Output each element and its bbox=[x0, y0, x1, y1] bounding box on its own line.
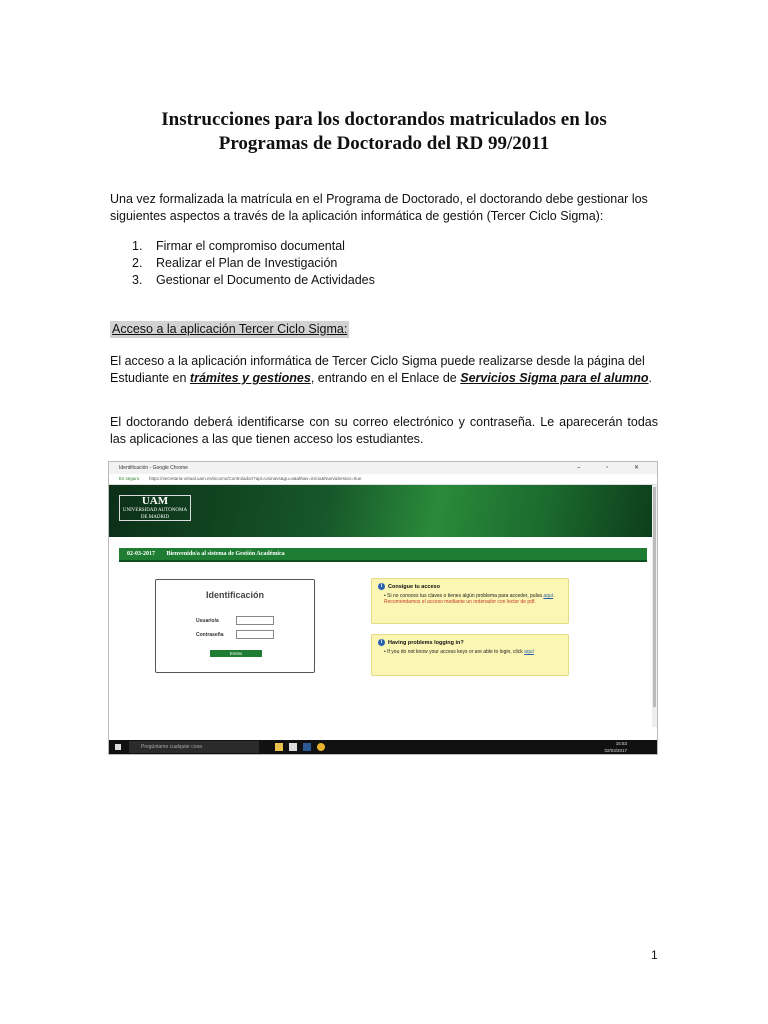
windows-taskbar bbox=[109, 740, 657, 754]
note1-text: • Si no conoces tus claves o tienes algún problema para acceder, pulsa aquí. Recomendamos el acceso mediante un ordenador con lector de pdf. bbox=[384, 593, 555, 605]
windows-start-icon[interactable] bbox=[115, 744, 121, 750]
window-controls[interactable]: – ▫ ✕ bbox=[577, 465, 651, 471]
list-item bbox=[132, 272, 375, 289]
info-icon: i bbox=[378, 583, 385, 590]
intro-paragraph: Una vez formalizada la matrícula en el Programa de Doctorado, el doctorando debe gestionar los siguientes aspectos a través de la aplicación informática de gestión (Tercer Ciclo Sigma): bbox=[110, 192, 648, 223]
window-title: Identificación - Google Chrome bbox=[119, 465, 188, 471]
uam-banner bbox=[109, 485, 653, 537]
secure-label: Es seguro bbox=[119, 476, 140, 481]
uam-logo: UAM UNIVERSIDAD AUTONOMA DE MADRID bbox=[119, 495, 191, 521]
identify-paragraph: El doctorando deberá identificarse con su correo electrónico y contraseña. Le aparecerán todas las aplicaciones a las que tienen acceso los estudiantes. bbox=[110, 415, 658, 446]
access-text-2: , entrando en el Enlace de bbox=[310, 371, 461, 385]
user-input[interactable] bbox=[236, 616, 274, 625]
title-line-1: Instrucciones para los doctorandos matriculados en los bbox=[161, 109, 607, 130]
access-text-1: El acceso a la aplicación informática de Tercer Ciclo Sigma puede realizarse desde la página del Estudiante en bbox=[110, 354, 645, 385]
scrollbar[interactable] bbox=[652, 485, 657, 727]
file-explorer-icon[interactable] bbox=[275, 743, 283, 751]
access-note bbox=[371, 578, 569, 624]
login-title: Identificación bbox=[205, 590, 264, 600]
note2-title: Having problems logging in? bbox=[388, 640, 464, 646]
section-heading: Acceso a la aplicación Tercer Ciclo Sigma: bbox=[112, 322, 348, 336]
list-number: 3. bbox=[132, 273, 143, 287]
list-item bbox=[132, 255, 375, 272]
list-text: Gestionar el Documento de Actividades bbox=[156, 273, 375, 287]
help-note bbox=[371, 634, 569, 676]
browser-titlebar bbox=[109, 462, 657, 474]
access-text-3: . bbox=[648, 371, 652, 385]
info-icon: i bbox=[378, 639, 385, 646]
list-number: 1. bbox=[132, 239, 143, 253]
note2-link[interactable]: aquí bbox=[524, 649, 534, 655]
word-icon[interactable] bbox=[303, 743, 311, 751]
tray-time: 15:53 bbox=[615, 741, 627, 746]
embedded-screenshot bbox=[108, 461, 658, 755]
login-box bbox=[155, 579, 315, 673]
enter-button[interactable]: Entrar bbox=[210, 650, 262, 657]
tray-date: 02/03/2017 bbox=[604, 748, 627, 753]
title-line-2: Programas de Doctorado del RD 99/2011 bbox=[218, 133, 550, 154]
store-icon[interactable] bbox=[289, 743, 297, 751]
taskbar-search[interactable]: Pregúntame cualquier cosa bbox=[129, 741, 259, 753]
password-label: Contraseña bbox=[196, 632, 224, 638]
page-number: 1 bbox=[651, 948, 658, 962]
welcome-date: 02-03-2017 bbox=[127, 551, 155, 557]
servicios-sigma-link[interactable]: Servicios Sigma para el alumno bbox=[460, 371, 649, 385]
welcome-text: Bienvenido/a al sistema de Gestión Académica bbox=[166, 551, 285, 557]
address-bar[interactable] bbox=[109, 474, 657, 485]
user-label: Usuario/a bbox=[196, 618, 219, 624]
tramites-gestiones-link[interactable]: trámites y gestiones bbox=[189, 371, 311, 385]
scrollbar-thumb[interactable] bbox=[653, 487, 656, 707]
note1-link[interactable]: aquí bbox=[543, 593, 554, 599]
url-text: https://secretaria-virtual.uam.es/sicomo/Controlador/?apl=Uninavs&gu=a&idNav=inicio&NuevaSesion=true bbox=[149, 476, 362, 481]
password-input[interactable] bbox=[236, 630, 274, 639]
welcome-bar bbox=[119, 548, 647, 562]
list-number: 2. bbox=[132, 256, 143, 270]
access-paragraph bbox=[110, 353, 658, 387]
system-tray bbox=[604, 740, 627, 754]
note1-title: Consigue tu acceso bbox=[388, 584, 440, 590]
list-text: Firmar el compromiso documental bbox=[156, 239, 345, 253]
list-text: Realizar el Plan de Investigación bbox=[156, 256, 338, 270]
note2-text: • If you do not know your access keys or are able to login, click aquí bbox=[384, 649, 534, 655]
chrome-icon[interactable] bbox=[317, 743, 325, 751]
document-title bbox=[60, 108, 708, 156]
list-item bbox=[132, 238, 375, 255]
steps-list bbox=[132, 238, 375, 289]
